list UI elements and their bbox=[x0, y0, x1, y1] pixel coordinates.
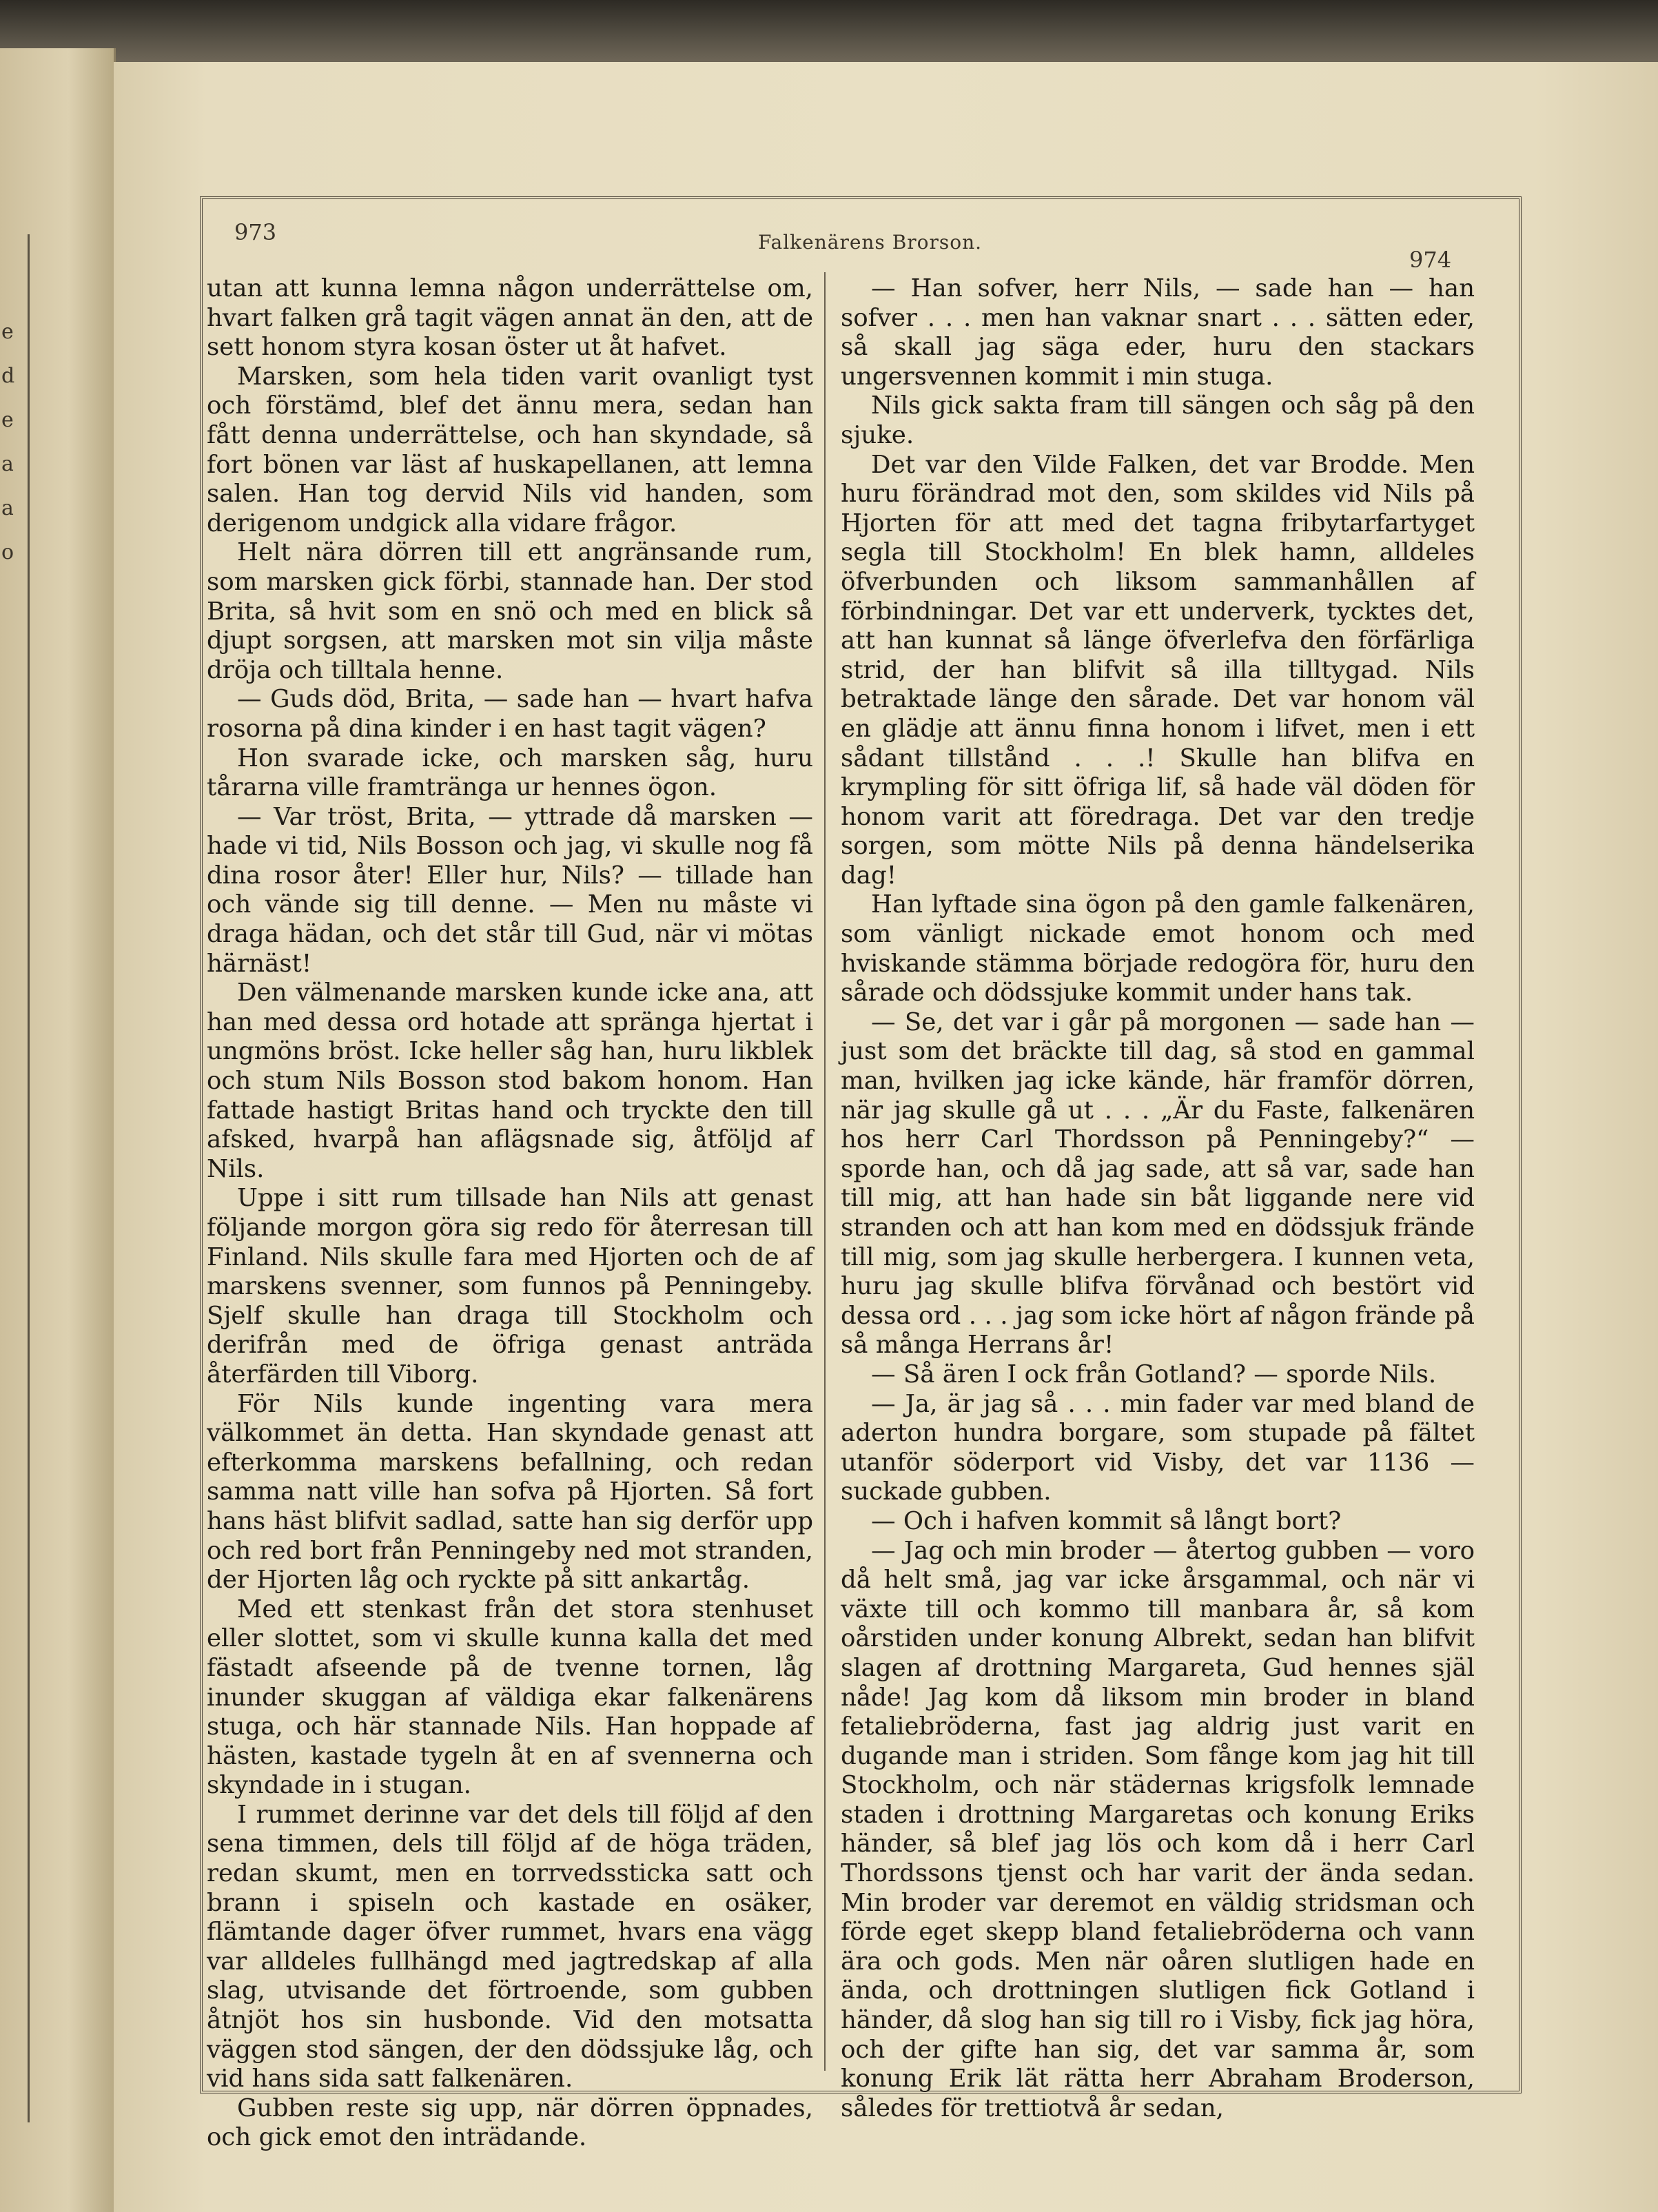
paragraph: Uppe i sitt rum tillsade han Nils att genast följande morgon göra sig redo för återresan till Finland. Nils skulle fara med Hjorten och de af marskens svenner, som funnos på Penningeby. Sjelf skulle han draga till Stockholm och derifrån med de öfriga genast anträda återfärden till Viborg. bbox=[207, 1184, 813, 1389]
previous-page-rule bbox=[28, 234, 30, 2122]
paragraph: Marsken, som hela tiden varit ovanligt tyst och förstämd, blef det ännu mera, sedan han fått denna underrättelse, och han skyndade, så fort bönen var läst af huskapellanen, att lemna salen. Han tog dervid Nils vid handen, som derigenom undgick alla vidare frågor. bbox=[207, 362, 813, 537]
paragraph: — Var tröst, Brita, — yttrade då marsken — hade vi tid, Nils Bosson och jag, vi skulle nog få dina rosor åter! Eller hur, Nils? — tillade han och vände sig till denne. — Men nu måste vi draga hädan, och det står till Gud, när vi mötas härnäst! bbox=[207, 802, 813, 978]
paragraph: Det var den Vilde Falken, det var Brodde. Men huru förändrad mot den, som skildes vid Nils på Hjorten för att med det tagna fribytarfartyget segla till Stockholm! En blek hamn, alldeles öfverbunden och liksom sammanhållen af förbindningar. Det var ett underverk, tycktes det, att han kunnat så länge öfverlefva den förfärliga strid, der han blifvit så illa tilltygad. Nils betraktade länge den sårade. Det var honom väl en glädje att ännu finna honom i lifvet, men i ett sådant tillstånd . . .! Skulle han blifva en krympling för sitt öfriga lif, så hade väl döden för honom varit att föredraga. Det var den tredje sorgen, som mötte Nils på denna händelserika dag! bbox=[841, 450, 1475, 890]
paragraph: I rummet derinne var det dels till följd af den sena timmen, dels till följd af de höga träden, redan skumt, men en torrvedssticka satt och brann i spiseln och kastade en osäker, flämtande dager öfver rummet, hvars ena vägg var alldeles fullhängd med jagtredskap af alla slag, utvisande det förtroende, som gubben åtnjöt hos sin husbonde. Vid den motsatta väggen stod sängen, der den dödssjuke låg, och vid hans sida satt falkenären. bbox=[207, 1800, 813, 2093]
page-number-right: 974 bbox=[1409, 247, 1452, 273]
paragraph: utan att kunna lemna någon underrättelse om, hvart falken grå tagit vägen annat än den, att de sett honom styra kosan öster ut åt hafvet. bbox=[207, 274, 813, 362]
letter: o bbox=[1, 540, 14, 564]
paragraph: — Se, det var i går på morgonen — sade han — just som det bräckte till dag, så stod en gammal man, hvilken jag icke kände, här framför dörren, när jag skulle gå ut . . . „Är du Faste, falkenären hos herr Carl Thordsson på Penningeby?“ — sporde han, och då jag sade, att så var, sade han till mig, att han hade sin båt liggande nere vid stranden och att han kom med en dödssjuk frände till mig, som jag skulle herbergera. I kunnen veta, huru jag skulle blifva förvånad och bestört vid dessa ord . . . jag som icke hört af någon frände på så många Herrans år! bbox=[841, 1007, 1475, 1360]
page-number-left: 973 bbox=[234, 219, 277, 245]
right-column bbox=[841, 274, 1475, 2123]
paragraph: — Så ären I ock från Gotland? — sporde Nils. bbox=[871, 1360, 1437, 1389]
paragraph: Med ett stenkast från det stora stenhuset eller slottet, som vi skulle kunna kalla det med fästadt afseende på de tvenne tornen, låg inunder skuggan af väldiga ekar falkenärens stuga, och här stannade Nils. Han hoppade af hästen, kastade tygeln åt en af svennerna och skyndade in i stugan. bbox=[207, 1595, 813, 1800]
paragraph: Hon svarade icke, och marsken såg, huru tårarna ville framtränga ur hennes ögon. bbox=[207, 744, 813, 802]
paragraph: Gubben reste sig upp, när dörren öppnades, och gick emot den inträdande. bbox=[207, 2093, 813, 2152]
left-column bbox=[207, 274, 813, 2153]
letter: e bbox=[1, 408, 14, 432]
letter: e bbox=[1, 320, 14, 344]
paragraph: — Guds död, Brita, — sade han — hvart hafva rosorna på dina kinder i en hast tagit vägen? bbox=[207, 685, 813, 743]
paragraph: För Nils kunde ingenting vara mera välkommet än detta. Han skyndade genast att efterkomma marskens befallning, och redan samma natt ville han sofva på Hjorten. Så fort hans häst blifvit sadlad, satte han sig derför upp och red bort från Penningeby ned mot stranden, der Hjorten låg och ryckte på sitt ankartåg. bbox=[207, 1389, 813, 1595]
paragraph: — Och i hafven kommit så långt bort? bbox=[871, 1506, 1342, 1535]
letter: d bbox=[1, 364, 15, 388]
paragraph: Den välmenande marsken kunde icke ana, att han med dessa ord hotade att spränga hjertat i ungmöns bröst. Icke heller såg han, huru likblek och stum Nils Bosson stod bakom honom. Han fattade hastigt Britas hand och tryckte den till afsked, hvarpå han aflägsnade sig, åtföljd af Nils. bbox=[207, 979, 813, 1183]
paragraph: — Han sofver, herr Nils, — sade han — han sofver . . . men han vaknar snart . . . sätten eder, så skall jag säga eder, huru den stackars ungersvennen kommit i min stuga. bbox=[841, 274, 1475, 391]
running-title: Falkenärens Brorson. bbox=[758, 231, 983, 254]
paragraph: Nils gick sakta fram till sängen och såg på den sjuke. bbox=[841, 391, 1475, 449]
column-divider bbox=[824, 272, 826, 2071]
paragraph: Han lyftade sina ögon på den gamle falkenären, som vänligt nickade emot honom och med hviskande stämma började redogöra för, huru den sårade och dödssjuke kommit under hans tak. bbox=[841, 890, 1475, 1007]
previous-page-letters bbox=[1, 310, 14, 575]
letter: a bbox=[1, 496, 14, 520]
paragraph: — Ja, är jag så . . . min fader var med bland de aderton hundra borgare, som stupade på fältet utanför söderport vid Visby, det var 1136 — suckade gubben. bbox=[841, 1389, 1475, 1506]
previous-page-edge bbox=[0, 48, 116, 2212]
paragraph: — Jag och min broder — återtog gubben — voro då helt små, jag var icke årsgammal, och när vi växte till och kommo till manbara år, så kom oårstiden under konung Albrekt, sedan han blifvit slagen af drottning Margareta, Gud hennes själ nåde! Jag kom då liksom min broder in bland fetaliebröderna, fast jag aldrig just varit en dugande man i striden. Som fånge kom jag hit till Stockholm, och när städernas krigsfolk lemnade staden i drottning Margaretas och konung Eriks händer, så blef jag lös och kom då i herr Carl Thordssons tjenst och har varit der ända sedan. Min broder var deremot en väldig stridsman och förde eget skepp bland fetaliebröderna och vann ära och gods. Men när oåren slutligen hade en ända, och drottningen slutligen fick Gotland i händer, då slog han sig till ro i Visby, fick jag höra, och der gifte han sig, det var samma år, som konung Erik lät rätta herr Abraham Broderson, således för trettiotvå år sedan, bbox=[841, 1536, 1475, 2122]
paragraph: Helt nära dörren till ett angränsande rum, som marsken gick förbi, stannade han. Der stod Brita, så hvit som en snö och med en blick så djupt sorgsen, att marsken mot sin vilja måste dröja och tilltala henne. bbox=[207, 538, 813, 684]
letter: a bbox=[1, 452, 14, 476]
